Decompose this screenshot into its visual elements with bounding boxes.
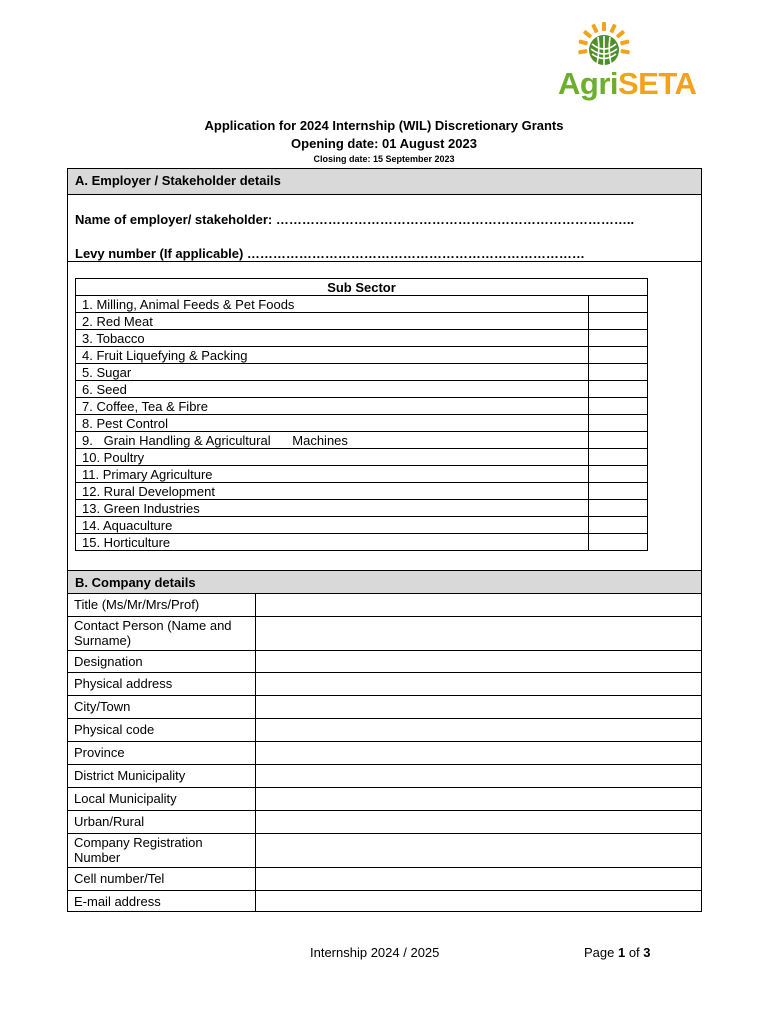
- table-row: [76, 432, 648, 449]
- sub-sector-checkbox[interactable]: [588, 398, 647, 415]
- sub-sector-checkbox[interactable]: [588, 466, 647, 483]
- levy-number-field[interactable]: Levy number (If applicable) ……………………………………………………………………: [75, 246, 585, 261]
- field-input[interactable]: [256, 810, 702, 833]
- field-input[interactable]: [256, 695, 702, 718]
- sub-sector-label: 13. Green Industries: [76, 500, 589, 517]
- sub-sector-checkbox[interactable]: [588, 381, 647, 398]
- table-row: [68, 695, 701, 718]
- table-row: [68, 594, 701, 616]
- sub-sector-label: 4. Fruit Liquefying & Packing: [76, 347, 589, 364]
- sub-sector-checkbox[interactable]: [588, 500, 647, 517]
- table-row: [76, 313, 648, 330]
- field-label: City/Town: [68, 695, 256, 718]
- sub-sector-checkbox[interactable]: [588, 415, 647, 432]
- table-row: [68, 616, 701, 650]
- sub-sector-table: [75, 278, 648, 551]
- sub-sector-label: 15. Horticulture: [76, 534, 589, 551]
- field-input[interactable]: [256, 594, 702, 616]
- sub-sector-checkbox[interactable]: [588, 432, 647, 449]
- section-b-heading: B. Company details: [68, 570, 701, 594]
- table-row: [68, 833, 701, 867]
- field-label: Physical code: [68, 718, 256, 741]
- field-input[interactable]: [256, 890, 702, 912]
- page-number: Page 1 of 3: [584, 945, 651, 960]
- table-row: [76, 398, 648, 415]
- opening-date: Opening date: 01 August 2023: [291, 136, 477, 151]
- table-row: [68, 764, 701, 787]
- divider: [68, 261, 701, 262]
- field-input[interactable]: [256, 867, 702, 890]
- agriseta-logo: [556, 20, 716, 106]
- sub-sector-label: 8. Pest Control: [76, 415, 589, 432]
- table-row: [68, 650, 701, 672]
- sub-sector-label: 12. Rural Development: [76, 483, 589, 500]
- table-row: [68, 787, 701, 810]
- sub-sector-checkbox[interactable]: [588, 483, 647, 500]
- logo-text: AgriSETA: [558, 66, 697, 101]
- sub-sector-heading: Sub Sector: [76, 279, 648, 296]
- table-row: [76, 415, 648, 432]
- field-input[interactable]: [256, 718, 702, 741]
- sub-sector-checkbox[interactable]: [588, 347, 647, 364]
- field-label: Title (Ms/Mr/Mrs/Prof): [68, 594, 256, 616]
- table-row: [68, 890, 701, 912]
- field-input[interactable]: [256, 764, 702, 787]
- sub-sector-label: 5. Sugar: [76, 364, 589, 381]
- footer-program: Internship 2024 / 2025: [310, 945, 440, 960]
- table-row: [76, 483, 648, 500]
- table-row: [76, 381, 648, 398]
- table-row: [76, 330, 648, 347]
- sub-sector-label: 14. Aquaculture: [76, 517, 589, 534]
- sub-sector-label: 3. Tobacco: [76, 330, 589, 347]
- table-row: [76, 296, 648, 313]
- field-label: Contact Person (Name and Surname): [68, 616, 256, 650]
- field-label: Province: [68, 741, 256, 764]
- application-form: [67, 168, 702, 912]
- sub-sector-checkbox[interactable]: [588, 449, 647, 466]
- sub-sector-checkbox[interactable]: [588, 517, 647, 534]
- section-a-heading: A. Employer / Stakeholder details: [68, 169, 701, 195]
- sub-sector-label: 7. Coffee, Tea & Fibre: [76, 398, 589, 415]
- sub-sector-label: 11. Primary Agriculture: [76, 466, 589, 483]
- table-row: [68, 867, 701, 890]
- sub-sector-checkbox[interactable]: [588, 330, 647, 347]
- table-row: [76, 517, 648, 534]
- table-row: [68, 672, 701, 695]
- field-label: Company Registration Number: [68, 833, 256, 867]
- sub-sector-label: 6. Seed: [76, 381, 589, 398]
- sub-sector-label: 1. Milling, Animal Feeds & Pet Foods: [76, 296, 589, 313]
- sub-sector-checkbox[interactable]: [588, 364, 647, 381]
- employer-name-field[interactable]: Name of employer/ stakeholder: ………………………………………………………………………..: [75, 212, 635, 227]
- field-label: District Municipality: [68, 764, 256, 787]
- field-input[interactable]: [256, 672, 702, 695]
- field-label: Physical address: [68, 672, 256, 695]
- table-row: [68, 741, 701, 764]
- sub-sector-checkbox[interactable]: [588, 534, 647, 551]
- table-row: [76, 466, 648, 483]
- sub-sector-label: 9. Grain Handling & Agricultural Machines: [76, 432, 589, 449]
- form-title: Application for 2024 Internship (WIL) Discretionary Grants: [204, 118, 564, 133]
- table-row: [76, 449, 648, 466]
- table-row: [76, 347, 648, 364]
- closing-date: Closing date: 15 September 2023: [313, 154, 455, 164]
- sub-sector-checkbox[interactable]: [588, 296, 647, 313]
- table-row: [68, 810, 701, 833]
- field-label: Urban/Rural: [68, 810, 256, 833]
- field-input[interactable]: [256, 833, 702, 867]
- table-row: [76, 500, 648, 517]
- sub-sector-label: 2. Red Meat: [76, 313, 589, 330]
- table-row: [76, 534, 648, 551]
- field-label: Local Municipality: [68, 787, 256, 810]
- field-label: Cell number/Tel: [68, 867, 256, 890]
- company-details-table: [68, 594, 701, 912]
- table-row: [68, 718, 701, 741]
- sub-sector-checkbox[interactable]: [588, 313, 647, 330]
- field-input[interactable]: [256, 650, 702, 672]
- field-input[interactable]: [256, 787, 702, 810]
- field-label: E-mail address: [68, 890, 256, 912]
- table-row: [76, 364, 648, 381]
- field-input[interactable]: [256, 616, 702, 650]
- sub-sector-label: 10. Poultry: [76, 449, 589, 466]
- field-label: Designation: [68, 650, 256, 672]
- field-input[interactable]: [256, 741, 702, 764]
